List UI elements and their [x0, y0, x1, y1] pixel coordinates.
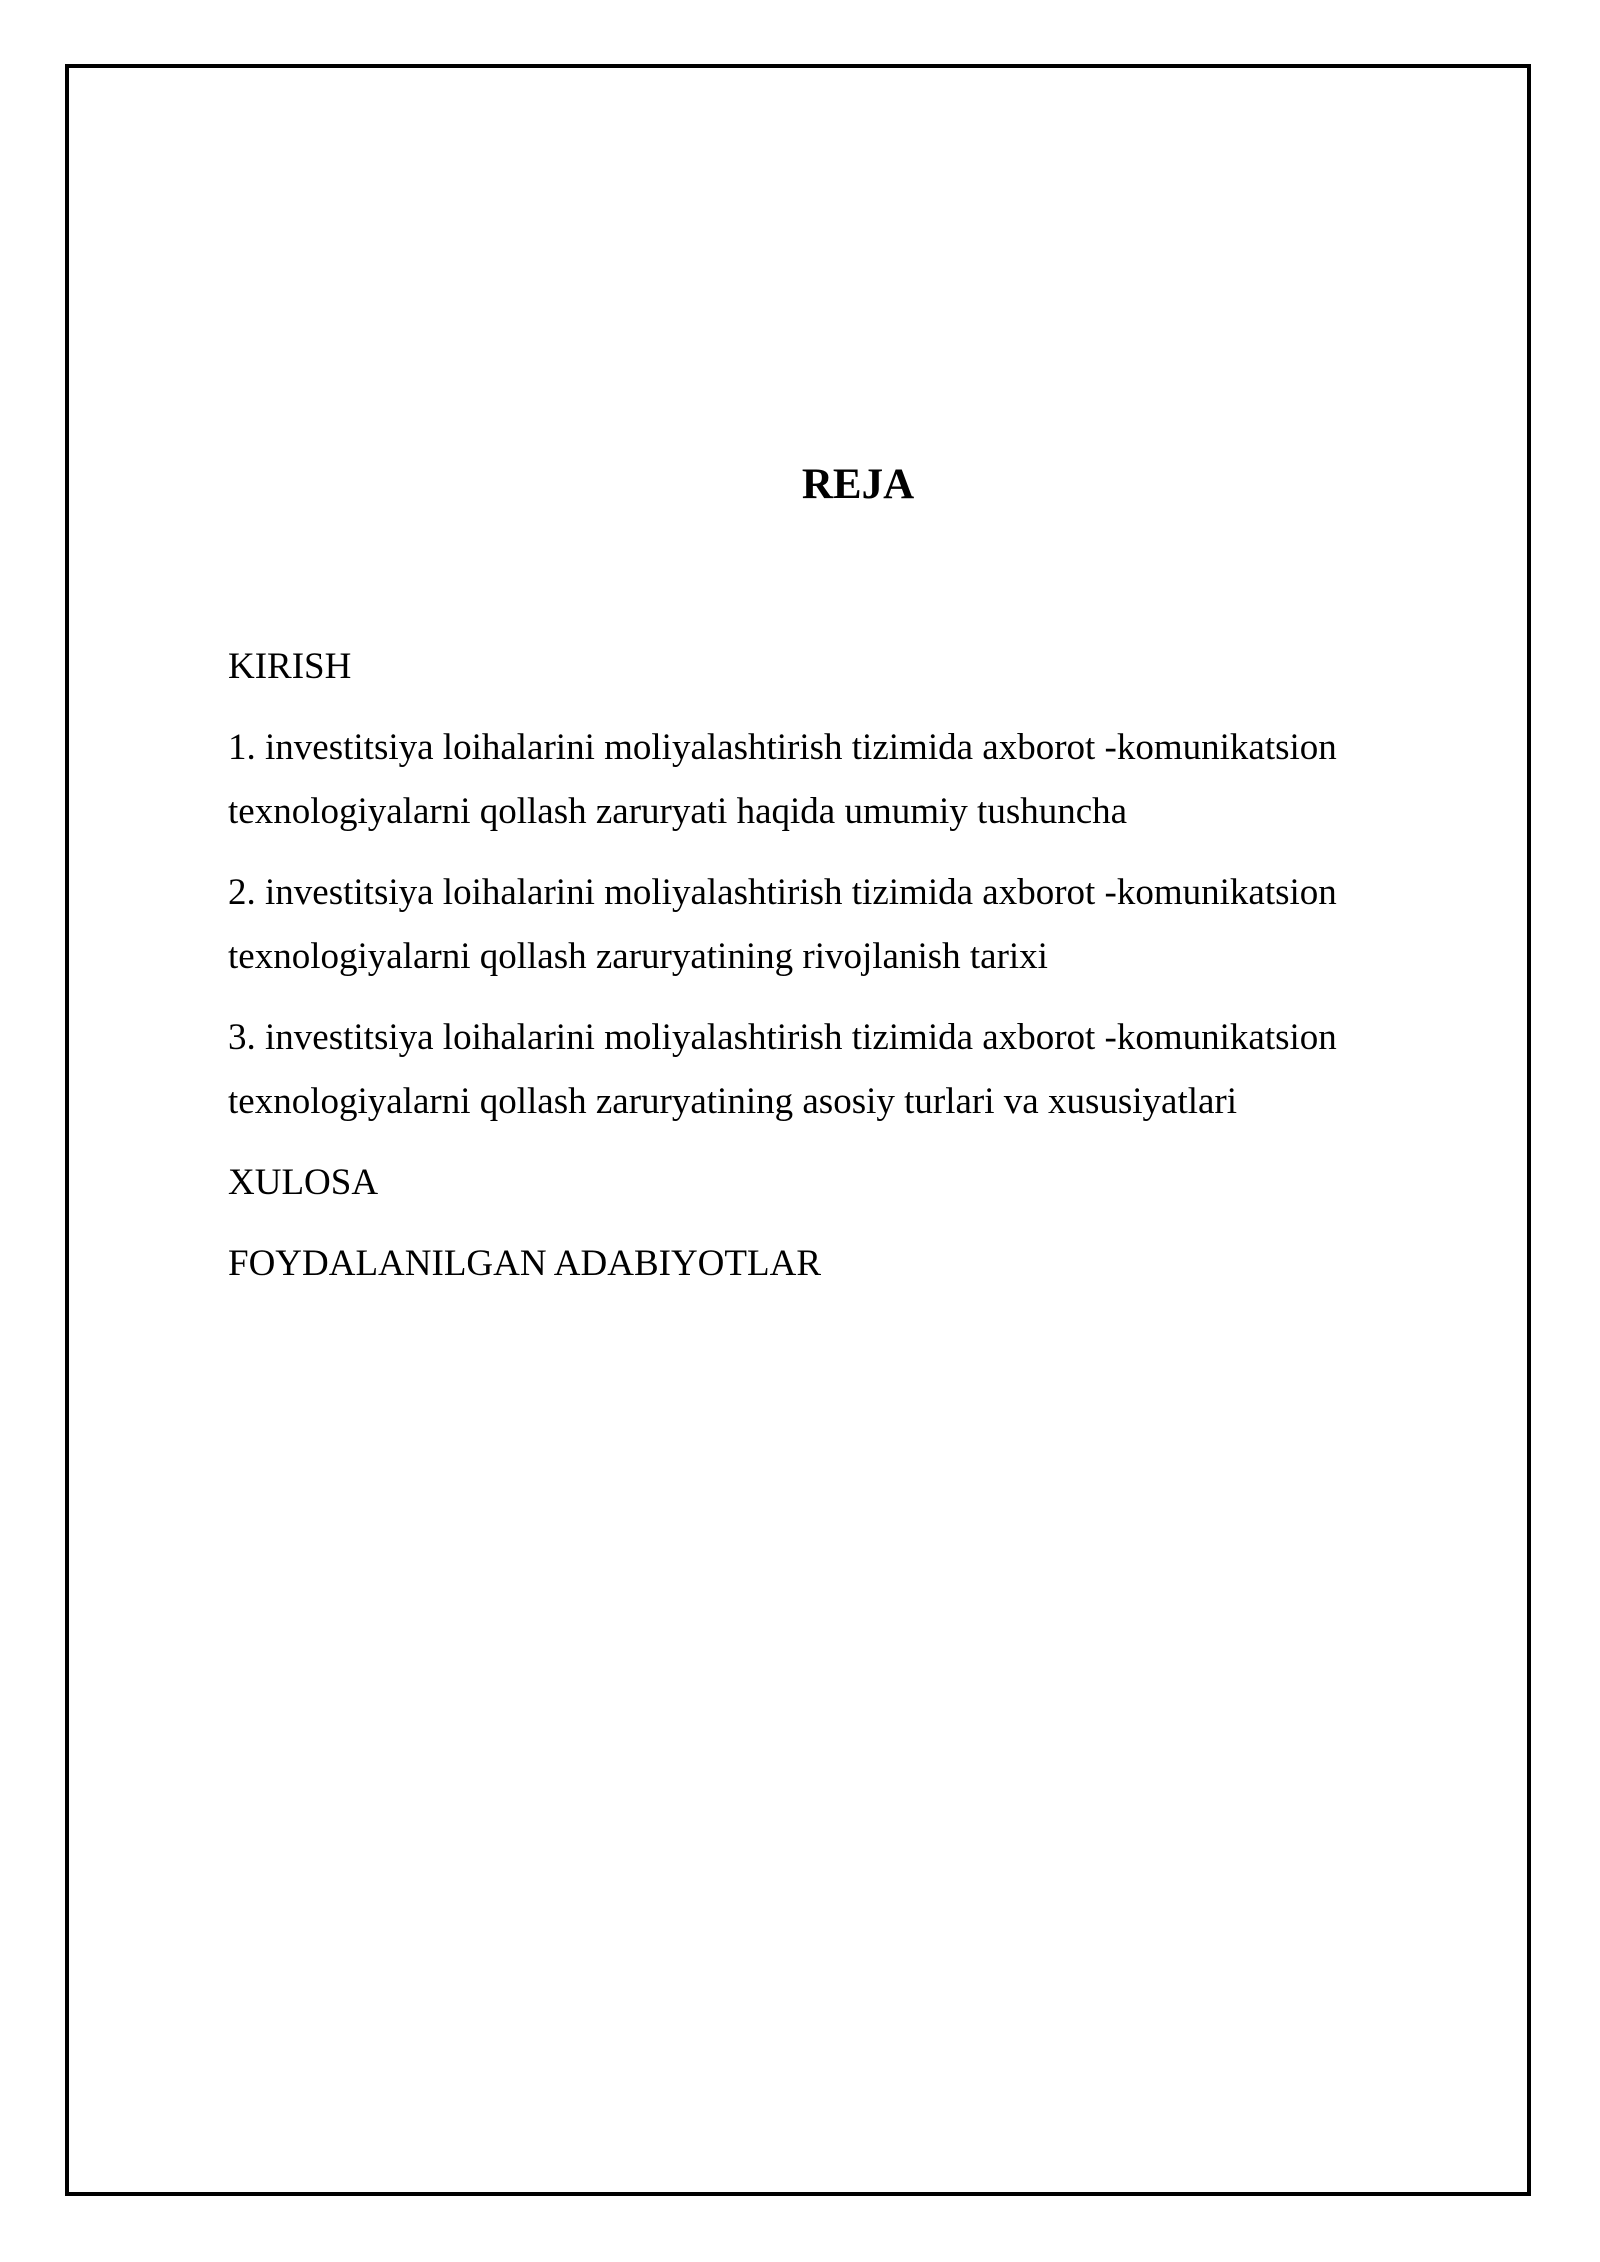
toc-entry-references: FOYDALANILGAN ADABIYOTLAR — [228, 1243, 821, 1284]
toc-entry-1: 1. investitsiya loihalarini moliyalashtirish tizimida axborot -komunikatsion texnologiyalarni qollash zaruryati haqida umumiy tushuncha — [228, 727, 1337, 832]
toc-entry-3: 3. investitsiya loihalarini moliyalashtirish tizimida axborot -komunikatsion texnologiyalarni qollash zaruryatining asosiy turlari va xususiyatlari — [228, 1017, 1337, 1122]
toc-entry-2: 2. investitsiya loihalarini moliyalashtirish tizimida axborot -komunikatsion texnologiyalarni qollash zaruryatining rivojlanish tarixi — [228, 872, 1337, 977]
toc-entry-intro: KIRISH — [228, 646, 352, 687]
document-title: REJA — [801, 461, 915, 508]
table-of-contents — [228, 635, 1388, 1313]
toc-entry-conclusion: XULOSA — [228, 1162, 379, 1203]
